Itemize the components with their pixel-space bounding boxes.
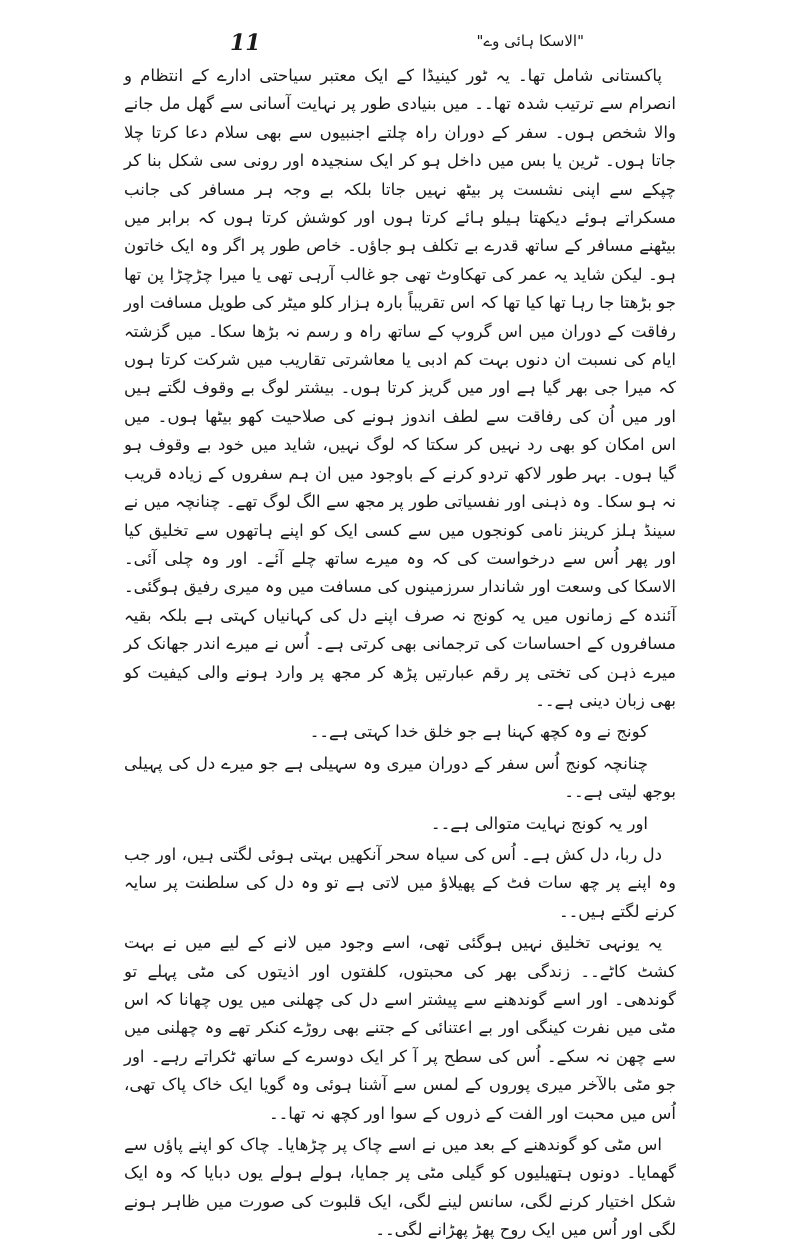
body-text <box>88 62 712 1245</box>
paragraph: یہ یونہی تخلیق نہیں ہوگئی تھی، اسے وجود میں لانے کے لیے میں نے بہت کشٹ کاٹے۔۔ زندگی بھر کی محبتوں، کلفتوں اور اذیتوں کی مٹی پہلے تو گوندھی۔ اور اسے گوندھنے سے پیشتر اسے دل کی چھلنی میں یوں چھانا کہ اس مٹی میں نفرت کینگی اور بے اعتنائی کے جتنے بھی روڑے کنکر تھے وہ چھلنی میں سے چھن نہ سکے۔ اُس کی سطح پر آ کر ایک دوسرے کے ساتھ ٹکراتے رہے۔ اور جو مٹی بالآخر میری پوروں کے لمس سے آشنا ہوئی وہ گویا ایک خاک پاک تھی، اُس میں محبت اور الفت کے ذروں کے سوا اور کچھ نہ تھا۔۔ <box>124 933 676 1123</box>
page-number: 11 <box>230 30 261 56</box>
paragraph: پاکستانی شامل تھا۔ یہ ٹور کینیڈا کے ایک معتبر سیاحتی ادارے کے انتظام و انصرام سے ترتیب شدہ تھا۔۔ میں بنیادی طور پر نہایت آسانی سے گھل مل جانے والا شخص ہوں۔ سفر کے دوران راہ چلتے اجنبیوں سے بھی سلام دعا کرتا چلا جاتا ہوں۔ ٹرین یا بس میں داخل ہو کر ایک سنجیدہ اور رونی سی شکل بنا کر چپکے سے اپنی نشست پر بیٹھ نہیں جاتا بلکہ بے وجہ ہر مسافر کی جانب مسکراتے ہوئے دیکھتا ہیلو ہائے کرتا ہوں اور کوشش کرتا ہوں کہ برابر میں بیٹھنے مسافر کے ساتھ قدرے بے تکلف ہو جاؤں۔ خاص طور پر اگر وہ ایک خاتون ہو۔ لیکن شاید یہ عمر کی تھکاوٹ تھی جو غالب آرہی تھی یا میرا چڑچڑا پن تھا جو بڑھتا جا رہا تھا کیا تھا کہ اس تقریباً بارہ ہزار کلو میٹر کی طویل مسافت اور رفاقت کے دوران میں اس گروپ کے ساتھ راہ و رسم نہ بڑھا سکا۔ میں گزشتہ ایام کی نسبت ان دنوں بہت کم ادبی یا معاشرتی تقاریب میں شرکت کرتا ہوں کہ میرا جی بھر گیا ہے اور میں گریز کرتا ہوں۔ بیشتر لوگ بے وقوف لگتے ہیں اور میں اُن کی رفاقت سے لطف اندوز ہونے کی صلاحیت کھو بیٹھا ہوں۔ میں اس امکان کو بھی رد نہیں کر سکتا کہ لوگ نہیں، شاید میں خود بے وقوف ہو گیا ہوں۔ بہر طور لاکھ تردو کرنے کے باوجود میں ان ہم سفروں کے زیادہ قریب نہ ہو سکا۔ وہ ذہنی اور نفسیاتی طور پر مجھ سے الگ لوگ تھے۔ چنانچہ میں نے سینڈ ہلز کرینز نامی کونجوں میں سے کسی ایک کو اپنے ہاتھوں سے تخلیق کیا اور پھر اُس سے درخواست کی کہ وہ میرے ساتھ چلے آئے۔ اور وہ چلی آئی۔ الاسکا کی وسعت اور شاندار سرزمینوں کی مسافت میں وہ میری رفیق ہوگئی۔ آئندہ کے زمانوں میں یہ کونج نہ صرف اپنے دل کی کہانیاں کہتی ہے بلکہ بقیہ مسافروں کے احساسات کی ترجمانی بھی کرتی ہے۔ اُس نے میرے اندر جھانک کر میرے ذہن کی تختی پر رقم عبارتیں پڑھ کر مجھ پر وارد ہونے والی کیفیت کو بھی زبان دینی ہے۔۔ <box>124 66 676 710</box>
paragraph: دل ربا، دل کش ہے۔ اُس کی سیاہ سحر آنکھیں بہتی ہوئی لگتی ہیں، اور جب وہ اپنے پر چھ سات فٹ کے پھیلاؤ میں لاتی ہے تو وہ دل کی سلطنت پر سایہ کرنے لگتے ہیں۔۔ <box>124 844 676 921</box>
paragraph: کونج نے وہ کچھ کہنا ہے جو خلق خدا کہتی ہے۔۔ <box>309 722 648 742</box>
running-title: "الاسکا ہائی وے" <box>476 32 584 50</box>
paragraph: اس مٹی کو گوندھنے کے بعد میں نے اسے چاک پر چڑھایا۔ چاک کو اپنے پاؤں سے گھمایا۔ دونوں ہتھیلیوں کو گیلی مٹی پر جمایا، ہولے ہولے یوں دبایا کہ وہ ایک شکل اختیار کرنے لگی، سانس لینے لگی، ایک قلبوت کی صورت میں ظاہر ہونے لگی اور اُس میں ایک روح پھڑ پھڑانے لگی۔۔ <box>124 1135 676 1240</box>
paragraph: اور یہ کونج نہایت متوالی ہے۔۔ <box>430 813 648 833</box>
paragraph: چنانچہ کونج اُس سفر کے دوران میری وہ سہیلی ہے جو میرے دل کی پہیلی بوجھ لیتی ہے۔۔ <box>124 753 676 802</box>
page-header <box>88 22 712 62</box>
